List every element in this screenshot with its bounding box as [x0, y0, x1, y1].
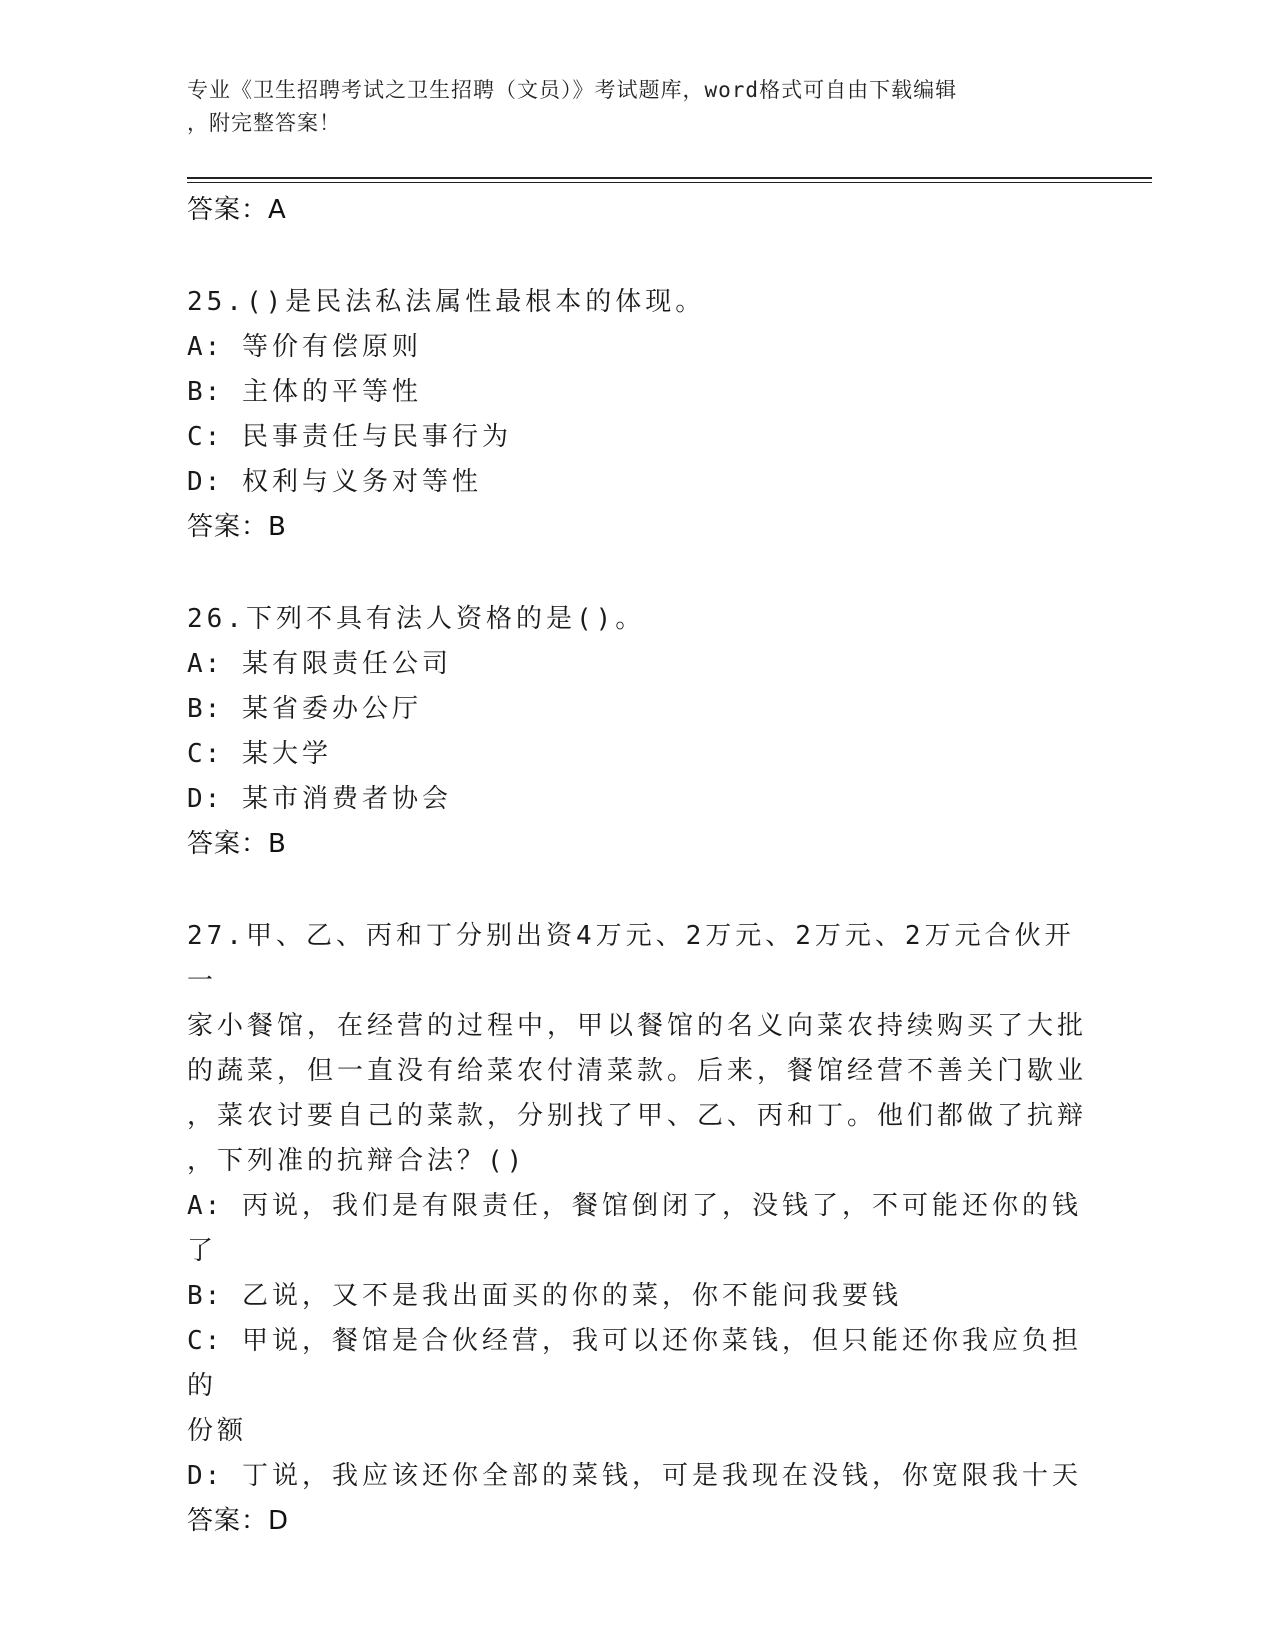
option-key: D:	[187, 1461, 223, 1491]
header-divider-thick	[187, 177, 1152, 179]
option-line	[187, 732, 1087, 777]
answer-line	[187, 188, 1087, 233]
question-text-line: 26.下列不具有法人资格的是()。	[187, 604, 646, 634]
option-text: 甲说，餐馆是合伙经营，我可以还你菜钱，但只能还你我应负担的	[187, 1326, 1082, 1401]
option-line	[187, 777, 1087, 822]
option-line	[187, 415, 1087, 460]
answer-label: 答案：	[187, 829, 269, 859]
option-line	[187, 1454, 1087, 1499]
question-text-line: ，下列准的抗辩合法？()	[187, 1146, 527, 1176]
option-line	[187, 687, 1087, 732]
option-text: 等价有偿原则	[241, 332, 422, 362]
option-key: A:	[187, 649, 223, 679]
question-list	[187, 233, 1087, 1544]
question-text-line: 的蔬菜，但一直没有给菜农付清菜款。后来，餐馆经营不善关门歇业	[187, 1056, 1088, 1086]
option-key: B:	[187, 377, 223, 407]
question-block	[187, 914, 1087, 1544]
option-text: 乙说，又不是我出面买的你的菜，你不能问我要钱	[241, 1281, 902, 1311]
question-spacer	[187, 233, 1087, 280]
option-line	[187, 1184, 1087, 1274]
question-spacer	[187, 550, 1087, 597]
option-line	[187, 1274, 1087, 1319]
option-line	[187, 1319, 1087, 1409]
option-text: 某有限责任公司	[241, 649, 452, 679]
option-key: A:	[187, 332, 223, 362]
option-text: 某大学	[241, 739, 332, 769]
document-header	[187, 74, 1067, 140]
option-key: D:	[187, 784, 223, 814]
option-line	[187, 370, 1087, 415]
option-text: 主体的平等性	[241, 377, 422, 407]
option-line	[187, 460, 1087, 505]
answer-label: 答案：	[187, 195, 269, 225]
option-key: B:	[187, 1281, 223, 1311]
question-block	[187, 280, 1087, 550]
option-text: 丁说，我应该还你全部的菜钱，可是我现在没钱，你宽限我十天	[241, 1461, 1082, 1491]
question-spacer	[187, 867, 1087, 914]
option-line	[187, 325, 1087, 370]
option-text: 某省委办公厅	[241, 694, 422, 724]
answer-line	[187, 1499, 1087, 1544]
option-key: A:	[187, 1191, 223, 1221]
option-key: C:	[187, 422, 223, 452]
option-line	[187, 1409, 1087, 1454]
question-text-line: ，菜农讨要自己的菜款，分别找了甲、乙、丙和丁。他们都做了抗辩	[187, 1101, 1088, 1131]
option-line	[187, 642, 1087, 687]
question-text-line: 家小餐馆，在经营的过程中，甲以餐馆的名义向菜农持续购买了大批	[187, 1011, 1088, 1041]
option-text: 民事责任与民事行为	[241, 422, 512, 452]
header-divider-thin	[187, 182, 1152, 183]
answer-label: 答案：	[187, 1506, 269, 1536]
header-line-2: ，附完整答案！	[187, 111, 341, 135]
option-key: B:	[187, 694, 223, 724]
header-line-1: 专业《卫生招聘考试之卫生招聘（文员）》考试题库，word格式可自由下载编辑	[187, 78, 958, 102]
option-key: D:	[187, 467, 223, 497]
answer-value: B	[268, 829, 287, 859]
option-text: 某市消费者协会	[241, 784, 452, 814]
answer-line	[187, 822, 1087, 867]
answer-value: A	[268, 195, 287, 225]
answer-value: D	[268, 1506, 290, 1536]
question-text-line: 25.()是民法私法属性最根本的体现。	[187, 287, 706, 317]
option-text: 丙说，我们是有限责任，餐馆倒闭了，没钱了，不可能还你的钱了	[187, 1191, 1082, 1266]
question-text-line: 27.甲、乙、丙和丁分别出资4万元、2万元、2万元、2万元合伙开一	[187, 921, 1075, 996]
option-key: C:	[187, 1326, 223, 1356]
question-block	[187, 597, 1087, 867]
answer-value: B	[268, 512, 287, 542]
answer-line	[187, 505, 1087, 550]
document-body	[187, 188, 1087, 1544]
option-key: C:	[187, 739, 223, 769]
option-text: 份额	[187, 1416, 248, 1446]
answer-label: 答案：	[187, 512, 269, 542]
option-text: 权利与义务对等性	[241, 467, 482, 497]
